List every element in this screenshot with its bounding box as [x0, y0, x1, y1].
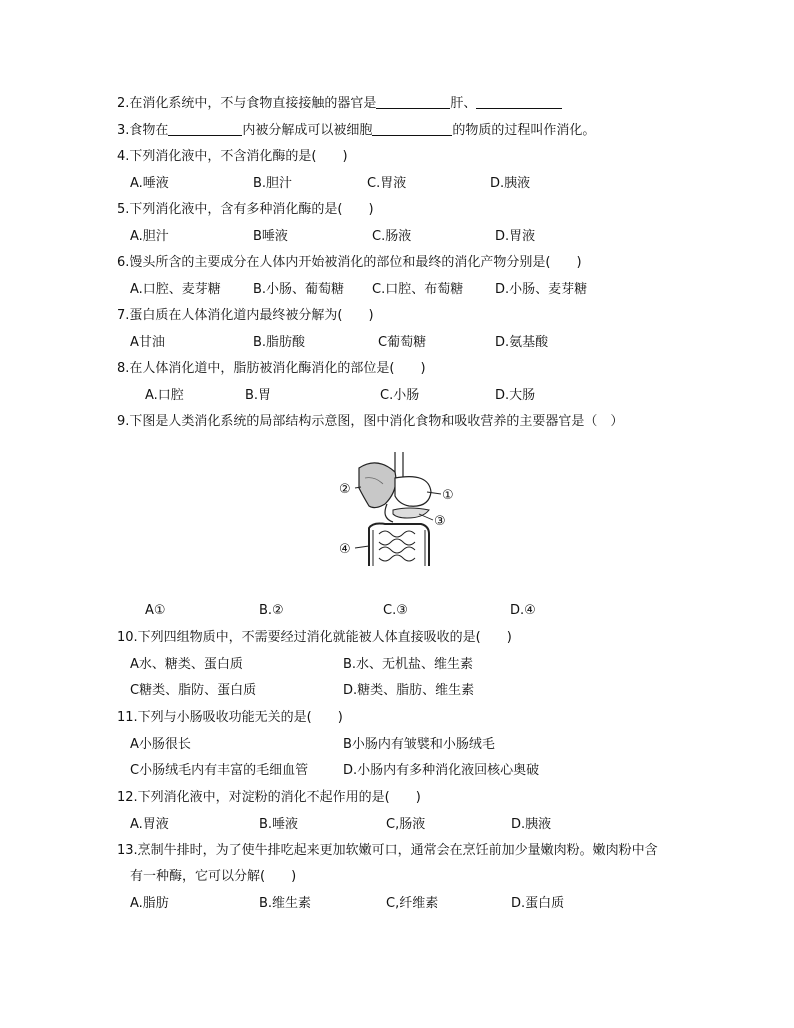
option-c[interactable]: C.③ [383, 603, 408, 618]
option-c[interactable]: C.肠液 [372, 229, 412, 244]
option-c[interactable]: C糖类、脂防、蛋白质 [130, 683, 257, 698]
option-a[interactable]: A.口腔 [145, 388, 184, 403]
option-a[interactable]: A① [145, 603, 166, 618]
option-b[interactable]: B.水、无机盐、维生素 [343, 657, 474, 672]
question-8-stem: 8.在人体消化道中，脂肪被消化酶消化的部位是( ) [117, 361, 426, 376]
option-a[interactable]: A.唾液 [130, 176, 169, 191]
q3-pre: 3.食物在 [117, 123, 169, 138]
option-d[interactable]: D.胃液 [495, 229, 536, 244]
question-12-stem: 12.下列消化液中，对淀粉的消化不起作用的是( ) [117, 790, 421, 805]
question-5-stem: 5.下列消化液中，含有多种消化酶的是( ) [117, 202, 374, 217]
option-a[interactable]: A.口腔、麦芽糖 [130, 282, 221, 297]
option-d[interactable]: D.小肠、麦芽糖 [495, 282, 588, 297]
q2-stem: 2.在消化系统中，不与食物直接接触的器官是 [117, 96, 377, 111]
question-13-stem-line2: 有一种酶，它可以分解( ) [130, 869, 297, 884]
option-c[interactable]: C,纤维素 [386, 896, 439, 911]
answer-blank[interactable] [372, 121, 452, 136]
question-7-stem: 7.蛋白质在人体消化道内最终被分解为( ) [117, 308, 374, 323]
figure-label-4: ④ [339, 542, 351, 557]
option-b[interactable]: B.胆汁 [253, 176, 293, 191]
q2-mid: 肝、 [450, 96, 477, 111]
answer-blank[interactable] [168, 121, 242, 136]
figure-label-3: ③ [434, 514, 446, 529]
option-a[interactable]: A.胃液 [130, 817, 169, 832]
question-11-stem: 11.下列与小肠吸收功能无关的是( ) [117, 710, 343, 725]
answer-blank[interactable] [376, 94, 450, 109]
option-c[interactable]: C.小肠 [380, 388, 420, 403]
option-a[interactable]: A甘油 [130, 335, 165, 350]
option-b[interactable]: B.小肠、葡萄糖 [253, 282, 345, 297]
option-d[interactable]: D.蛋白质 [511, 896, 565, 911]
option-b[interactable]: B.脂肪酸 [253, 335, 306, 350]
question-10-stem: 10.下列四组物质中，不需要经过消化就能被人体直接吸收的是( ) [117, 630, 512, 645]
option-c[interactable]: C.口腔、布萄糖 [372, 282, 464, 297]
option-d[interactable]: D.胰液 [490, 176, 531, 191]
question-3 [117, 121, 595, 140]
option-a[interactable]: A.胆汁 [130, 229, 169, 244]
question-13-stem-line1: 13.烹制牛排时，为了使牛排吃起来更加软嫩可口，通常会在烹饪前加少量嫩肉粉。嫩肉粉中含 [117, 843, 658, 858]
option-d[interactable]: D.胰液 [511, 817, 552, 832]
q3-mid: 内被分解成可以被细胞 [242, 123, 373, 138]
option-d[interactable]: D.糖类、脂肪、维生素 [343, 683, 475, 698]
digestive-system-diagram [325, 448, 470, 568]
option-d[interactable]: D.大肠 [495, 388, 536, 403]
option-b[interactable]: B.唾液 [259, 817, 299, 832]
option-b[interactable]: B.② [259, 603, 284, 618]
option-c[interactable]: C.胃液 [367, 176, 407, 191]
option-b[interactable]: B小肠内有皱襞和小肠绒毛 [343, 737, 495, 752]
option-b[interactable]: B.维生素 [259, 896, 312, 911]
option-d[interactable]: D.小肠内有多种消化液回核心奥破 [343, 763, 540, 778]
option-c[interactable]: C小肠绒毛内有丰富的毛细血管 [130, 763, 309, 778]
option-a[interactable]: A水、糖类、蛋白质 [130, 657, 243, 672]
question-6-stem: 6.馒头所含的主要成分在人体内开始被消化的部位和最终的消化产物分别是( ) [117, 255, 582, 270]
figure-label-2: ② [339, 482, 351, 497]
option-a[interactable]: A小肠很长 [130, 737, 191, 752]
option-c[interactable]: C葡萄糖 [378, 335, 427, 350]
option-d[interactable]: D.④ [510, 603, 536, 618]
q3-post: 的物质的过程叫作消化。 [452, 123, 596, 138]
option-d[interactable]: D.氨基酸 [495, 335, 549, 350]
option-b[interactable]: B唾液 [253, 229, 288, 244]
question-9-stem: 9.下图是人类消化系统的局部结构示意图，图中消化食物和吸收营养的主要器官是（ ） [117, 414, 624, 429]
option-b[interactable]: B.胃 [245, 388, 272, 403]
option-a[interactable]: A.脂肪 [130, 896, 169, 911]
question-4-stem: 4.下列消化液中，不含消化酶的是( ) [117, 149, 348, 164]
option-c[interactable]: C,肠液 [386, 817, 426, 832]
answer-blank[interactable] [476, 94, 562, 109]
figure-label-1: ① [442, 488, 454, 503]
question-2 [117, 94, 562, 113]
